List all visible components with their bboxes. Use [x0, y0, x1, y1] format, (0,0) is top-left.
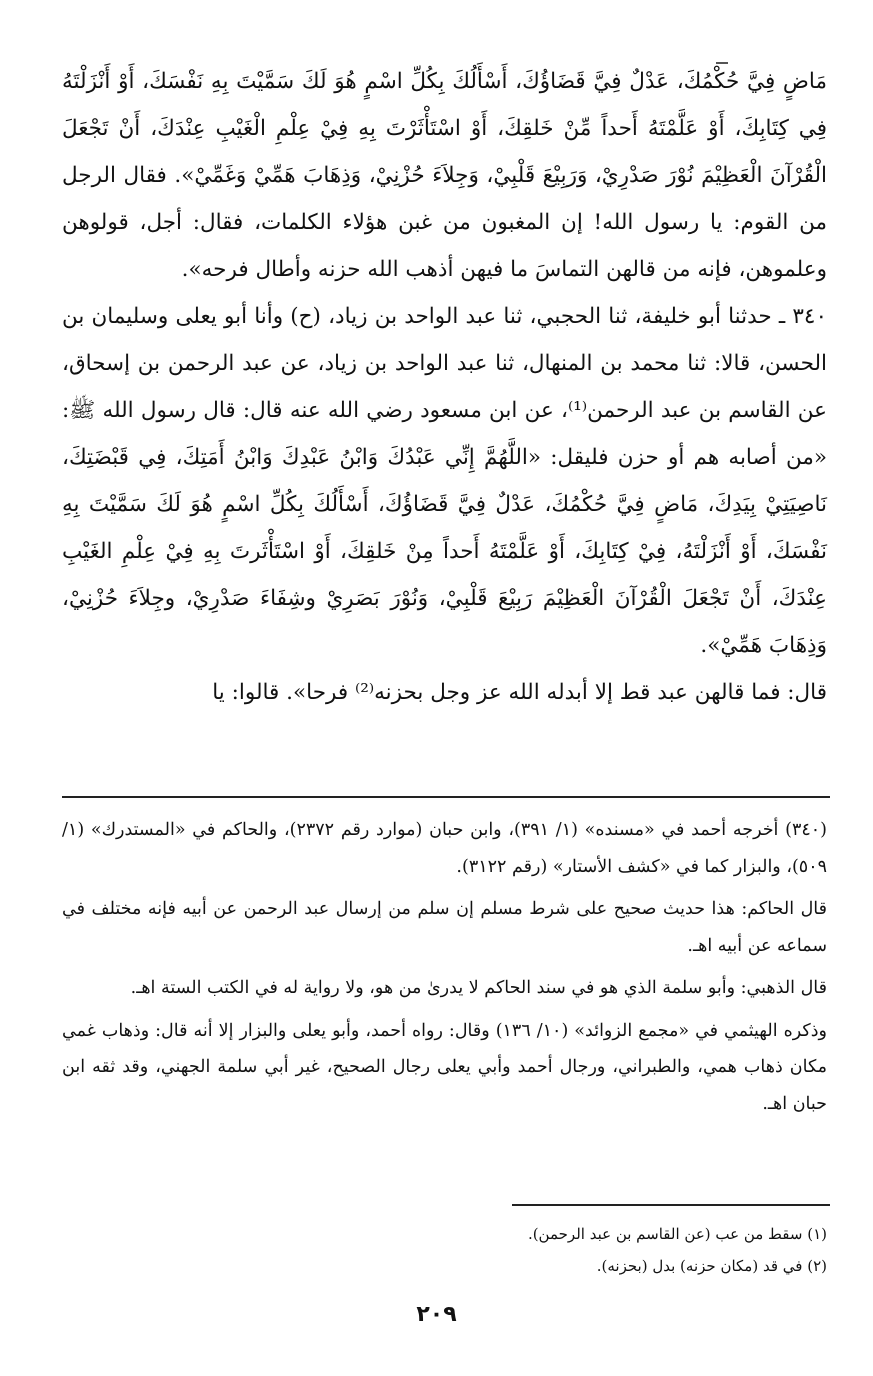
footnotes — [62, 1218, 827, 1282]
note-takhrij: (٣٤٠) أخرجه أحمد في «مسنده» (١/ ٣٩١)، وابن حبان (موارد رقم ٢٣٧٢)، والحاكم في «المستدرك» (١/ ٥٠٩)، والبزار كما في «كشف الأستار» (رقم ٣١٢٢). — [62, 820, 827, 877]
main-text — [62, 58, 827, 716]
notes-separator — [62, 796, 830, 798]
paragraph-hadith-340: ٣٤٠ ـ حدثنا أبو خليفة، ثنا الحجبي، ثنا عبد الواحد بن زياد، (ح) وأنا أبو يعلى وسليمان بن الحسن، قالا: ثنا محمد بن المنهال، ثنا عبد الواحد بن زياد، عن عبد الرحمن بن إسحاق، عن القاسم بن عبد الرحمن⁽¹⁾، عن ابن مسعود رضي الله عنه قال: قال رسول الله ﷺ: «من أصابه هم أو حزن فليقل: «اللَّهُمَّ إِنِّي عَبْدُكَ وَابْنُ عَبْدِكَ وَابْنُ أَمَتِكَ، فِي قَبْضَتِكَ، نَاصِيَتِيْ بِيَدِكَ، مَاضٍ فِيَّ حُكْمُكَ، عَدْلٌ فِيَّ قَضَاؤُكَ، أَسْأَلُكَ بِكُلِّ اسْمٍ هُوَ لَكَ سَمَّيْتَ بِهِ نَفْسَكَ، أَوْ أَنْزَلْتَهُ، فِيْ كِتَابِكَ، أَوْ عَلَّمْتَهُ أَحداً مِنْ خَلقِكَ، أَوْ اسْتَأْثَرتَ بِهِ فِيْ عِلْمِ الغَيْبِ عِنْدَكَ، أَنْ تَجْعَلَ الْقُرْآنَ الْعَظِيْمَ رَبِيْعَ قَلْبِيْ، وَنُوْرَ بَصَرِيْ وشِفَاءَ صَدْرِيْ، وجِلاَءَ حُزْنِيْ، وَذِهَابَ هَمِّيْ». — [62, 304, 827, 658]
commentary-notes — [62, 812, 827, 1128]
footnote-separator — [512, 1204, 830, 1206]
note-hakim: قال الحاكم: هذا حديث صحيح على شرط مسلم إن سلم من إرسال عبد الرحمن عن أبيه فإنه مختلف في سماعه عن أبيه اهـ. — [62, 899, 827, 956]
paragraph-continuation: مَاضٍ فِيَّ حُكْمُكَ، عَدْلٌ فِيَّ قَضَاؤُكَ، أَسْأَلُكَ بِكُلِّ اسْمٍ هُوَ لَكَ سَمَّيْتَ بِهِ نَفْسَكَ، أَوْ أَنْزَلْتَهُ فِي كِتَابِكَ، أَوْ عَلَّمْتَهُ أَحداً مِّنْ خَلقِكَ، أَوْ اسْتَأْثَرْتَ بِهِ فِيْ عِلْمِ الْغَيْبِ عِنْدَكَ، أَنْ تَجْعَلَ الْقُرْآنَ الْعَظِيْمَ نُوْرَ صَدْرِيْ، وَرَبِيْعَ قَلْبِيْ، وَجِلاَءَ حُزْنِيْ، وَذِهَابَ هَمِّيْ وَغَمِّيْ». فقال الرجل من القوم: يا رسول الله! إن المغبون من غبن هؤلاء الكلمات، فقال: أجل، قولوهن وعلموهن، فإنه من قالهن التماسَ ما فيهن أذهب الله حزنه وأطال فرحه». — [62, 69, 827, 282]
note-haythami: وذكره الهيثمي في «مجمع الزوائد» (١٠/ ١٣٦) وقال: رواه أحمد، وأبو يعلى والبزار إلا أنه قال: وذهاب غمي مكان ذهاب همي، والطبراني، ورجال أحمد وأبي يعلى رجال الصحيح، غير أبي سلمة الجهني، وقد ثقه ابن حبان اهـ. — [62, 1020, 827, 1114]
footnote-2: (٢) في قد (مكان حزنه) بدل (بحزنه). — [596, 1257, 827, 1275]
page-number: ٢٠٩ — [416, 1302, 457, 1327]
paragraph-closing: قال: فما قالهن عبد قط إلا أبدله الله عز وجل بحزنه⁽²⁾ فرحا». قالوا: يا — [212, 680, 827, 705]
note-dhahabi: قال الذهبي: وأبو سلمة الذي هو في سند الحاكم لا يدرىٰ من هو، ولا رواية له في الكتب الستة اهـ. — [130, 978, 827, 998]
footnote-1: (١) سقط من عب (عن القاسم بن عبد الرحمن). — [527, 1225, 827, 1243]
